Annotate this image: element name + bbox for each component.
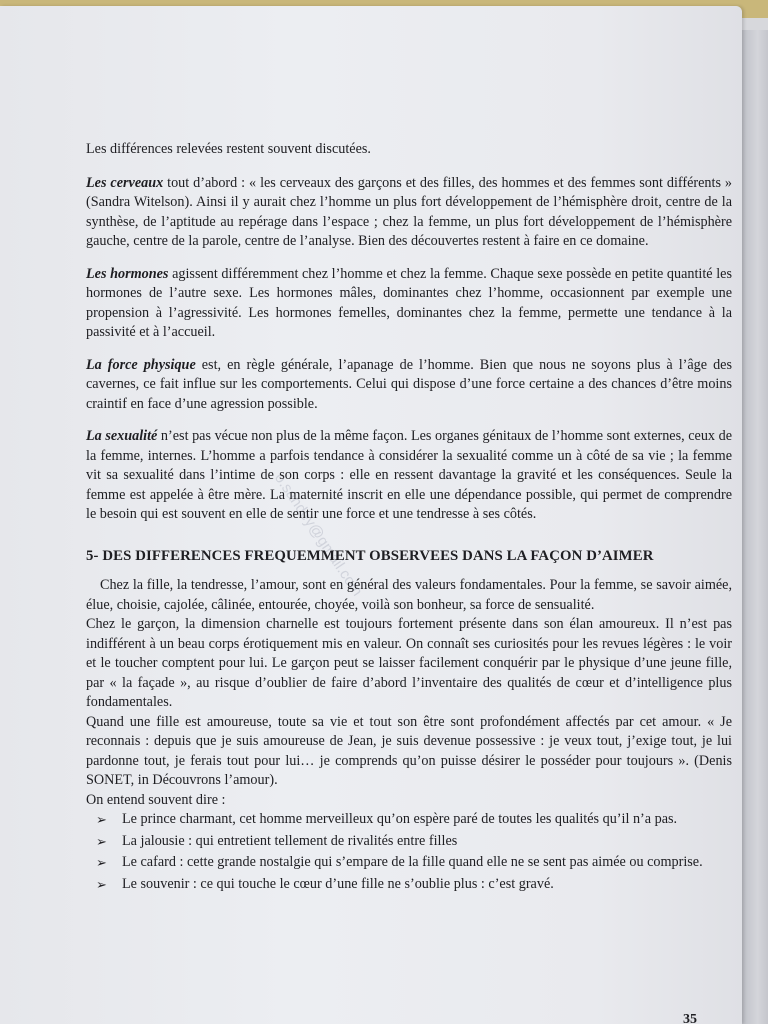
list-item-text: Le cafard : cette grande nostalgie qui s’empare de la fille quand elle ne se sent pas aimée ou comprise. [122,854,703,870]
paragraph-text: agissent différemment chez l’homme et chez la femme. Chaque sexe possède en petite quantité les hormones de l’autre sexe. Les hormones mâles, dominantes chez l’homme, occasionnent par exemple une propension à l’agressivité. Les hormones femelles, dominantes chez la femme, permette une tendance à la passivité et à l’accueil. [86,265,732,340]
section-title: 5- DES DIFFERENCES FREQUEMMENT OBSERVEES DANS LA FAÇON D’AIMER [86,547,654,564]
page-number: 35 [683,1012,697,1024]
list-item [96,875,732,895]
paragraph-hormones [86,265,732,343]
arrow-bullet-icon: ➢ [96,812,107,827]
arrow-bullet-icon: ➢ [96,876,107,892]
section-paragraph: Chez le garçon, la dimension charnelle est toujours fortement présente dans son élan amoureux. Il n’est pas indifférent à un beau corps érotiquement mis en valeur. On connaît ses curiosités pour les revues légères : le voir et le toucher comptent pour lui. Le garçon peut se laisser facilement conquérir par le physique d’une jeune fille, par « la façade », au risque d’oublier de faire d’abord l’inventaire des qualités de cœur et d’intelligence plus fondamentales. [86,616,732,710]
page-edge-shadow [742,30,768,1024]
paragraph-force-physique [86,356,732,415]
paragraph-cerveaux [86,174,732,252]
paragraph-lead: La sexualité [86,428,158,444]
list-item-text: Le prince charmant, cet homme merveilleux qu’on espère paré de toutes les qualités qu’il n’a pas. [122,811,678,827]
paragraph-text: est, en règle générale, l’apanage de l’homme. Bien que nous ne soyons plus à l’âge des cavernes, ce fait influe sur les comportements. Celui qui dispose d’une force certaine a des chances d’être moins craintif en face d’une agression possible. [86,356,732,412]
list-item [96,810,732,830]
list-item [96,832,732,852]
intro-paragraph: Les différences relevées restent souvent discutées. [86,141,371,157]
paragraph-lead: La force physique [86,356,196,373]
list-item-text: Le souvenir : ce qui touche le cœur d’une fille ne s’oublie plus : c’est gravé. [122,875,554,892]
paragraph-text: tout d’abord : « les cerveaux des garçons et des filles, des hommes et des femmes sont différents » (Sandra Witelson). Ainsi il y aurait chez l’homme un plus fort développement de l’hémisphère droit, centre de la synthèse, de l’aptitude au repérage dans l’espace ; chez la femme, un plus fort développement de l’hémisphère gauche, centre de la parole, centre de l’analyse. Bien des découvertes restent à faire en ce domaine. [86,174,732,249]
section-paragraph: On entend souvent dire : [86,791,226,808]
arrow-bullet-icon: ➢ [96,855,107,870]
watermark: o.sandey@gmail.com [270,470,366,600]
paragraph-lead: Les hormones [86,265,169,282]
saying-list [86,810,732,894]
arrow-bullet-icon: ➢ [96,833,107,849]
list-item-text: La jalousie : qui entretient tellement de rivalités entre filles [122,832,458,849]
section-paragraph: Quand une fille est amoureuse, toute sa vie et tout son être sont profondément affectés par cet amour. « Je reconnais : depuis que je suis amoureuse de Jean, je suis devenue possessive : je veux tout, j’exige tout, je lui pardonne tout, je ferais tout pour lui… je comprends qu’on puisse désirer le posséder pour toujours ». (Denis SONET, in Découvrons l’amour). [86,713,732,788]
section-paragraph: Chez la fille, la tendresse, l’amour, sont en général des valeurs fondamentales. Pour la femme, se savoir aimée, élue, choisie, cajolée, câlinée, entourée, choyée, voilà son bonheur, sa force de sensualité. [86,577,732,613]
paragraph-text: n’est pas vécue non plus de la même façon. Les organes génitaux de l’homme sont externes, ceux de la femme, internes. L’homme a parfois tendance à considérer la sexualité comme un à côté de sa vie ; la femme vit sa sexualité dans l’intime de son corps : elle en ressent davantage la gravité et les conséquences. Seule la femme est appelée à être mère. La maternité inscrit en elle une dépendance possible, qui permet de comprendre le besoin qui est souvent en elle de sentir une force et une tendresse à ses côtés. [86,428,732,522]
paragraph-sexualite [86,427,732,525]
paragraph-lead: Les cerveaux [86,174,164,191]
list-item [96,853,732,873]
page-content [86,140,732,896]
